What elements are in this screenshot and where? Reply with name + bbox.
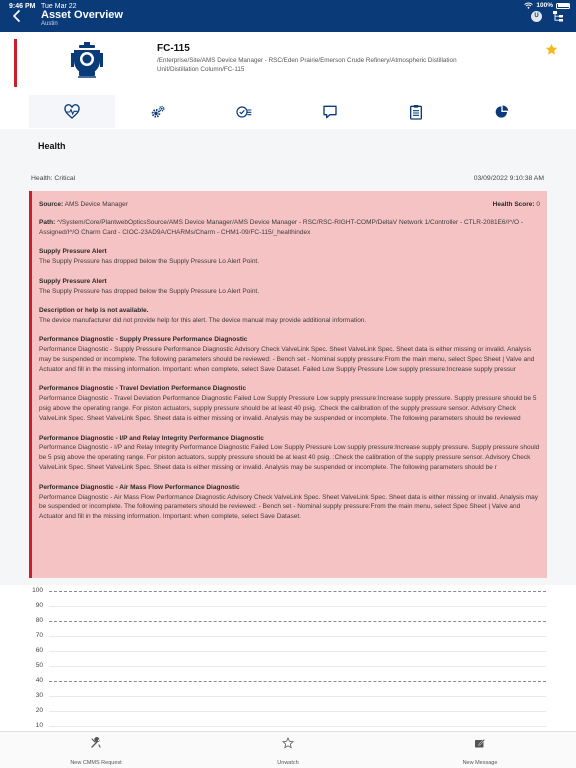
health-score <box>493 200 540 210</box>
grid-line <box>49 621 546 622</box>
path-label: Path: <box>39 219 56 226</box>
tab-messages[interactable] <box>287 95 373 128</box>
alert-title: Supply Pressure Alert <box>39 277 107 285</box>
pie-chart-icon <box>494 104 510 120</box>
wifi-icon <box>524 2 533 9</box>
chat-bubble-icon <box>322 104 338 120</box>
tools-icon <box>90 737 102 749</box>
section-title-health: Health <box>38 141 66 151</box>
battery-icon <box>556 3 570 9</box>
alert-title: Performance Diagnostic - I/P and Relay Integrity Performance Diagnostic <box>39 434 264 442</box>
grid-line <box>49 636 546 637</box>
path-block <box>39 218 540 238</box>
alert-item <box>39 277 540 297</box>
y-tick-label: 40 <box>35 677 43 684</box>
y-tick-label: 20 <box>35 707 43 714</box>
alert-item <box>39 483 540 523</box>
alert-item <box>39 384 540 424</box>
grid-line <box>49 606 546 607</box>
grid-line <box>49 696 546 697</box>
alert-title: Description or help is not available. <box>39 306 149 314</box>
navigation-bar <box>0 0 576 32</box>
critical-accent-bar <box>14 39 17 87</box>
asset-path: /Enterprise/Site/AMS Device Manager - RSC/Eden Prairie/Emerson Crude Refinery/Atmospheric Distillation Unit/Distillation Column/FC-115 <box>157 57 457 73</box>
battery-percent: 100% <box>536 2 553 9</box>
health-alert-panel[interactable] <box>29 191 547 578</box>
tab-analytics[interactable] <box>459 95 545 128</box>
alert-item <box>39 434 540 474</box>
user-avatar-icon[interactable]: U <box>531 11 542 22</box>
y-tick-label: 30 <box>35 692 43 699</box>
page-title: Asset Overview <box>41 9 123 21</box>
hierarchy-tree-icon[interactable] <box>552 10 564 22</box>
checklist-gauge-icon <box>236 104 252 120</box>
y-tick-label: 60 <box>35 647 43 654</box>
alert-title: Supply Pressure Alert <box>39 248 107 256</box>
health-score-value: 0 <box>536 201 540 208</box>
star-outline-icon <box>282 737 294 749</box>
grid-line <box>49 591 546 592</box>
bottom-toolbar <box>0 731 576 768</box>
y-tick-label: 10 <box>35 722 43 729</box>
source-value: AMS Device Manager <box>64 201 128 208</box>
alert-body: The Supply Pressure has dropped below the Supply Pressure Lo Alert Point. <box>39 258 260 266</box>
alert-body: The Supply Pressure has dropped below the Supply Pressure Lo Alert Point. <box>39 287 260 295</box>
grid-line <box>49 711 546 712</box>
favorite-star-icon[interactable] <box>545 43 558 56</box>
new-message-button[interactable] <box>435 737 525 768</box>
heartbeat-icon <box>64 104 80 120</box>
source-row <box>39 200 540 211</box>
alert-title: Performance Diagnostic - Supply Pressure Performance Diagnostic <box>39 336 248 344</box>
alert-title: Performance Diagnostic - Air Mass Flow Performance Diagnostic <box>39 483 240 491</box>
valve-positioner-icon <box>70 41 104 79</box>
y-tick-label: 80 <box>35 617 43 624</box>
alert-body: Performance Diagnostic - I/P and Relay Integrity Performance Diagnostic Failed Low Supply Pressure Low supply pressure:Increase supply pressure. Supply pressure should be 5 psig above the operating range. For piston actuators, supply pressure should be at least 40 psig. :Check the calibration of the supply pressure sensor. Advisory Check ValveLink Spec. Sheet ValveLink Spec. Sheet data is either missing or invalid. Analysis may be suspended or incomplete. The following parameters should be r <box>39 444 540 472</box>
health-status: Health: Critical <box>31 175 76 182</box>
compose-message-icon <box>474 737 486 749</box>
asset-tab-bar <box>29 95 545 128</box>
toolbar-label: New Message <box>462 760 498 766</box>
alert-item <box>39 306 540 326</box>
grid-line <box>49 666 546 667</box>
alert-title: Performance Diagnostic - Travel Deviation Performance Diagnostic <box>39 385 246 393</box>
health-score-label: Health Score: <box>492 201 535 208</box>
status-indicators <box>524 2 570 9</box>
tab-work-orders[interactable] <box>373 95 459 128</box>
tab-checklist[interactable] <box>201 95 287 128</box>
grid-line <box>49 681 546 682</box>
new-cmms-request-button[interactable] <box>51 737 141 768</box>
y-tick-label: 100 <box>32 587 43 594</box>
alert-body: Performance Diagnostic - Travel Deviation Performance Diagnostic Failed Low Supply Pressure Low supply pressure:Increase supply pressure. Supply pressure should be 5 psig above the operating range. For piston actuators, supply pressure should be at least 40 psig. :Check the calibration of the supply pressure sensor. Advisory Check ValveLink Spec. Sheet ValveLink Spec. Sheet data is either missing or invalid. Analysis may be suspended or incomplete. The following parameters should be reviewed <box>39 395 537 423</box>
path-value: ^/System/Core/PlantwebOpticsSource/AMS Device Manager/AMS Device Manager - RSC/RSC-RIGHT-COMP/DeltaV Network 1/Controller - CTLR-2081E6/I^/O - Assigned/I^/O Charm Card - CIOC-23AD9A/CHARMs/Charm - CHM1-09/FC-115/_healthindex <box>39 219 523 236</box>
grid-line <box>49 726 546 727</box>
back-chevron-icon[interactable] <box>10 9 24 23</box>
y-tick-label: 50 <box>35 662 43 669</box>
y-tick-label: 70 <box>35 632 43 639</box>
status-date: Tue Mar 22 <box>41 3 77 10</box>
alert-item <box>39 335 540 375</box>
toolbar-label: New CMMS Request <box>70 760 122 766</box>
alert-body: Performance Diagnostic - Air Mass Flow Performance Diagnostic Advisory Check ValveLink Spec. Sheet ValveLink Spec. Sheet data is either missing or invalid. Analysis may be suspended or incomplete. The following parameters should be reviewed: - Bench set - Nominal supply pressure:From the main menu, select Spec Sheet | Valve and Actuator and fill in the missing information. Important: when complete, select Save Dataset. <box>39 493 539 521</box>
tab-health[interactable] <box>29 95 115 128</box>
gears-icon <box>150 104 166 120</box>
alert-body: Performance Diagnostic - Supply Pressure Performance Diagnostic Advisory Check ValveLink Spec. Sheet ValveLink Spec. Sheet data is either missing or invalid. Analysis may be suspended or incomplete. The following parameters should be reviewed: - Bench set - Nominal supply pressure:From the main menu, select Spec Sheet | Valve and Actuator and fill in the missing information. Important: when complete, select Save Dataset. Failed Low Supply Pressure Low supply pressure:Increase supply pressur <box>39 346 535 373</box>
toolbar-label: Unwatch <box>277 760 299 766</box>
page-subtitle: Austin <box>41 21 58 27</box>
battery-level <box>558 4 569 7</box>
tab-configuration[interactable] <box>115 95 201 128</box>
source-label: Source: <box>39 201 64 208</box>
clipboard-icon <box>408 104 424 120</box>
grid-line <box>49 651 546 652</box>
health-timestamp: 03/09/2022 9:10:38 AM <box>473 175 544 182</box>
asset-tag: FC-115 <box>157 43 190 54</box>
status-time: 9:46 PM <box>9 3 36 10</box>
unwatch-button[interactable] <box>243 737 333 768</box>
y-tick-label: 90 <box>35 602 43 609</box>
alert-item <box>39 247 540 267</box>
asset-header <box>0 32 576 129</box>
health-history-chart <box>0 585 576 730</box>
alert-body: The device manufacturer did not provide help for this alert. The device manual may provide additional information. <box>39 316 367 324</box>
